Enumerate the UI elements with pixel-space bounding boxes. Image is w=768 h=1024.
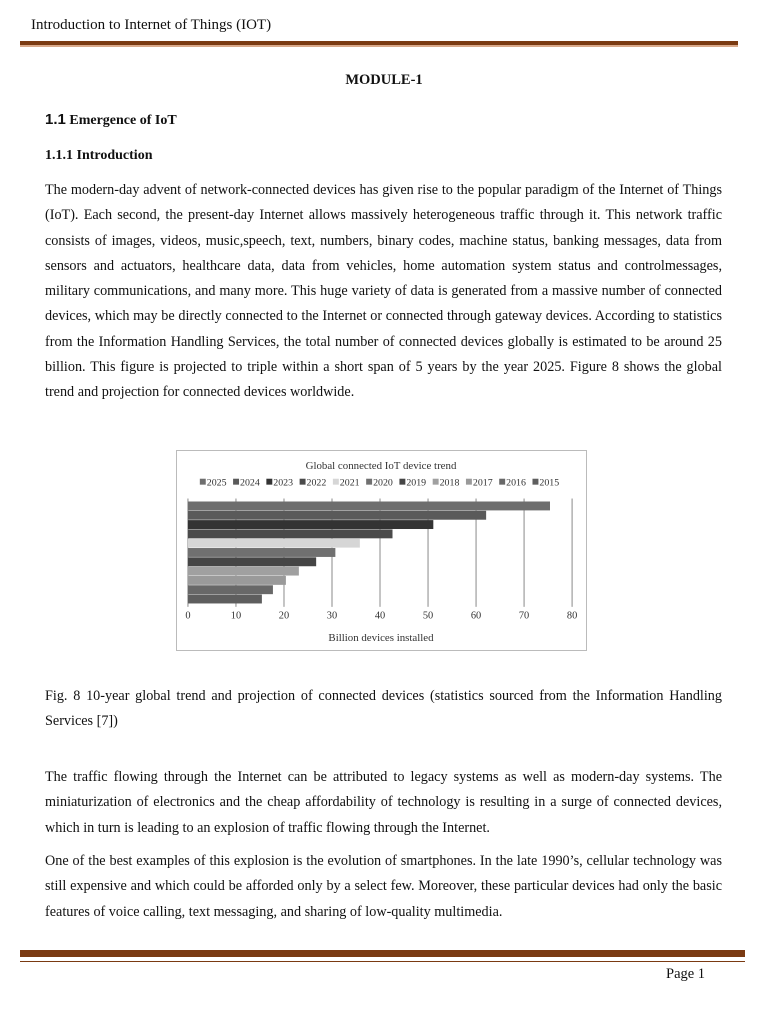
x-tick-label: 50: [422, 610, 434, 622]
legend-swatch: [433, 479, 439, 485]
legend-swatch: [532, 479, 538, 485]
x-tick-label: 10: [230, 610, 242, 622]
page-number: Page 1: [666, 966, 706, 982]
bar-2018: [188, 567, 299, 576]
bar-2020: [188, 548, 335, 557]
x-tick-label: 20: [278, 610, 290, 622]
x-tick-label: 80: [566, 610, 578, 622]
legend-label: 2017: [472, 477, 493, 489]
footer-rule-thin: [20, 961, 745, 962]
legend-label: 2021: [339, 477, 360, 489]
bar-2024: [188, 511, 486, 520]
x-tick-label: 40: [374, 610, 386, 622]
legend-swatch: [266, 479, 272, 485]
bar-2019: [188, 557, 316, 566]
legend-label: 2022: [306, 477, 327, 489]
x-tick-label: 70: [518, 610, 530, 622]
footer-rule: [20, 950, 745, 957]
bar-2015: [188, 595, 262, 604]
legend-label: 2023: [273, 477, 294, 489]
paragraph-intro: The modern-day advent of network-connected devices has given rise to the popular paradigm of the Internet of Things (IoT). Each second, the present-day Internet allows massively heterogeneous traffic through it. This network traffic consists of images, videos, music,speech, text, numbers, binary codes, machine status, banking messages, data from sensors and actuators, healthcare data, data from vehicles, home automation system status and controlmessages, military communications, and many more. This huge variety of data is generated from a massive number of connected devices, which may be directly connected to the Internet or connected through gateway devices. According to statistics from the Information Handling Services, the total number of connected devices globally is estimated to be around 25 billion. This figure is projected to triple within a short span of 5 years by the year 2025. Figure 8 shows the global trend and projection for connected devices worldwide.: [45, 182, 722, 401]
section-heading: [45, 111, 177, 129]
x-axis-label: Billion devices installed: [328, 632, 434, 645]
legend-swatch: [466, 479, 472, 485]
legend-swatch: [200, 479, 206, 485]
legend-label: 2025: [206, 477, 227, 489]
legend-swatch: [499, 479, 505, 485]
x-tick-label: 0: [185, 610, 191, 622]
legend-label: 2016: [506, 477, 526, 489]
chart-legend: [200, 478, 559, 489]
iot-trend-chart: [176, 450, 587, 651]
legend-swatch: [366, 479, 372, 485]
paragraph-traffic: The traffic flowing through the Internet can be attributed to legacy systems as well as modern-day systems. The miniaturization of electronics and the cheap affordability of technology is resulting in a surge of connected devices, which in turn is leading to an explosion of traffic flowing through the Internet.: [45, 769, 722, 836]
legend-swatch: [333, 479, 339, 485]
bar-2025: [188, 501, 550, 510]
figure-caption: Fig. 8 10-year global trend and projection of connected devices (statistics sourced from the Information Handling Services [7]): [45, 688, 722, 730]
header-rule: [20, 41, 738, 47]
legend-label: 2019: [406, 477, 427, 489]
module-title: MODULE-1: [345, 72, 423, 88]
bar-2016: [188, 585, 273, 594]
bar-2017: [188, 576, 286, 585]
section-number: 1.1: [45, 111, 66, 128]
bar-2021: [188, 539, 360, 548]
legend-swatch: [300, 479, 306, 485]
legend-swatch: [399, 479, 405, 485]
x-tick-label: 30: [326, 610, 338, 622]
legend-label: 2020: [373, 477, 393, 489]
subsection-heading: 1.1.1 Introduction: [45, 148, 153, 163]
legend-label: 2015: [539, 477, 560, 489]
running-header: Introduction to Internet of Things (IOT): [31, 17, 272, 33]
paragraph-smartphones: One of the best examples of this explosion is the evolution of smartphones. In the late 1990’s, cellular technology was still expensive and which could be afforded only by a select few. Moreover, these particular devices had only the basic features of voice calling, text messaging, and sharing of low-quality multimedia.: [45, 853, 722, 920]
legend-label: 2018: [439, 477, 460, 489]
bar-2022: [188, 529, 393, 538]
chart-title: Global connected IoT device trend: [305, 459, 457, 472]
x-tick-label: 60: [470, 610, 482, 622]
legend-swatch: [233, 479, 239, 485]
section-title: Emergence of IoT: [65, 113, 177, 128]
bar-2023: [188, 520, 433, 529]
legend-label: 2024: [240, 477, 260, 489]
